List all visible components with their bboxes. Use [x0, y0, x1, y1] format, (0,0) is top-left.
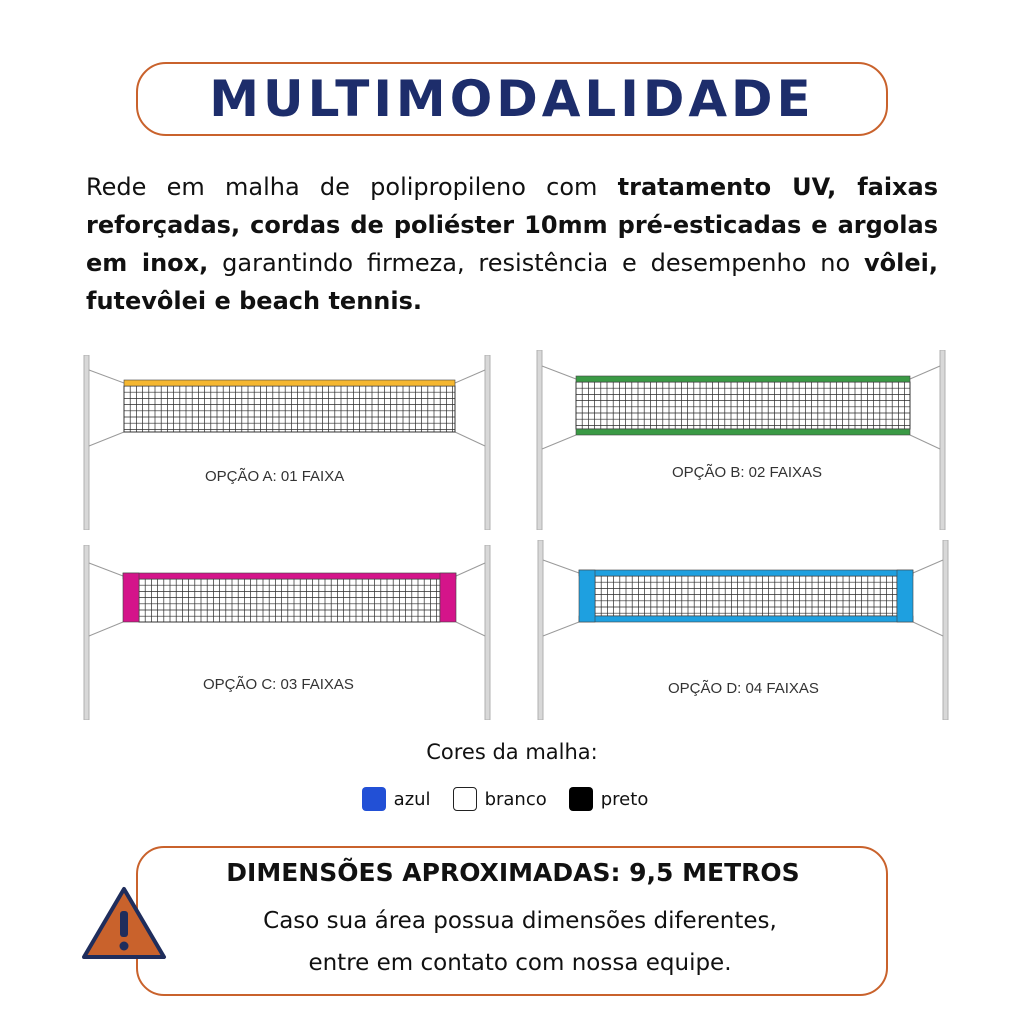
rope — [543, 622, 579, 636]
rope — [910, 435, 940, 449]
option-c-panel — [80, 545, 500, 720]
net-top-band — [576, 376, 910, 382]
swatch-label-azul: azul — [393, 788, 431, 810]
mesh-colors-title: Cores da malha: — [426, 740, 598, 764]
rope — [456, 563, 485, 576]
swatch-item-preto — [569, 787, 649, 811]
swatch-item-azul — [362, 787, 431, 811]
net-c-illustration — [80, 545, 500, 720]
option-d-label: OPÇÃO D: 04 FAIXAS — [668, 680, 819, 697]
swatch-label-branco: branco — [484, 788, 547, 810]
net-a-illustration — [80, 355, 500, 530]
right-pole — [485, 545, 490, 720]
net-top-band — [123, 573, 456, 579]
right-pole — [943, 540, 948, 720]
rope — [543, 560, 579, 573]
rope — [89, 370, 124, 383]
rope — [542, 366, 576, 379]
desc-text-1: Rede em malha de polipropileno com — [86, 173, 618, 201]
desc-bold-2: vôlei, futevôlei e beach tennis. — [86, 249, 938, 315]
mesh-color-swatches — [0, 787, 1024, 811]
option-b-label: OPÇÃO B: 02 FAIXAS — [672, 464, 823, 481]
option-b-panel — [530, 350, 955, 530]
net-right-band — [440, 573, 456, 622]
left-pole — [538, 540, 543, 720]
rope — [89, 432, 124, 446]
rope — [913, 560, 943, 573]
rope — [89, 622, 123, 636]
swatch-azul — [362, 787, 386, 811]
net-bottom-band — [579, 616, 913, 622]
net-top-band — [579, 570, 913, 576]
net-b-illustration — [530, 350, 955, 530]
net-left-band — [123, 573, 139, 622]
rope — [456, 622, 485, 636]
rope — [913, 622, 943, 636]
left-pole — [84, 355, 89, 530]
rope — [542, 435, 576, 449]
rope — [910, 366, 940, 379]
net-bottom-band — [576, 429, 910, 435]
rope — [89, 563, 123, 576]
dimensions-text — [150, 900, 890, 984]
swatch-branco — [453, 787, 477, 811]
dimensions-line-2: entre em contato com nossa equipe. — [308, 950, 732, 976]
warning-icon — [80, 883, 168, 963]
title-box — [136, 62, 888, 136]
product-description — [86, 168, 938, 320]
rope — [455, 370, 485, 383]
net-top-band — [124, 380, 455, 386]
right-pole — [940, 350, 945, 530]
swatch-label-preto: preto — [600, 788, 649, 810]
net-right-band — [897, 570, 913, 622]
option-a-label: OPÇÃO A: 01 FAIXA — [205, 468, 345, 485]
desc-text-2: garantindo firmeza, resistência e desempenho no — [208, 249, 865, 277]
option-d-panel — [530, 540, 955, 720]
left-pole — [537, 350, 542, 530]
rope — [455, 432, 485, 446]
right-pole — [485, 355, 490, 530]
option-c-label: OPÇÃO C: 03 FAIXAS — [203, 676, 354, 693]
desc-bold-1: tratamento UV, faixas reforçadas, cordas de poliéster 10mm pré-esticadas e argolas em inox, — [86, 173, 939, 277]
net-left-band — [579, 570, 595, 622]
dimensions-line-1: Caso sua área possua dimensões diferentes, — [263, 908, 777, 934]
dimensions-title: DIMENSÕES APROXIMADAS: 9,5 METROS — [226, 858, 800, 887]
option-a-panel — [80, 355, 500, 530]
left-pole — [84, 545, 89, 720]
swatch-item-branco — [453, 787, 547, 811]
swatch-preto — [569, 787, 593, 811]
page-title: MULTIMODALIDADE — [209, 70, 815, 128]
net-mesh — [576, 382, 910, 429]
